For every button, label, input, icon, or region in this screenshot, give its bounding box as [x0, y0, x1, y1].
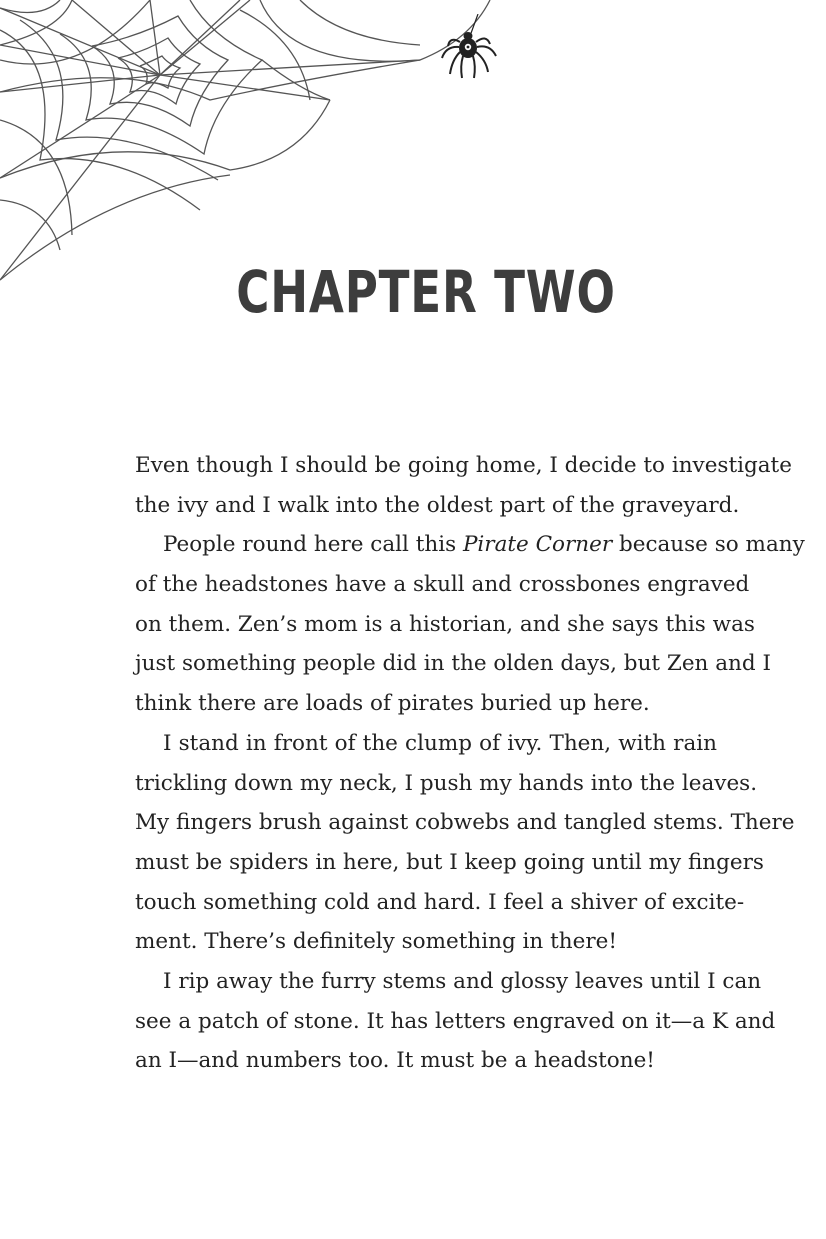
text-line: see a patch of stone. It has letters engraved on it—a K and [135, 1008, 776, 1034]
text-line: My fingers brush against cobwebs and tangled stems. There [135, 810, 795, 836]
text-line: Even though I should be going home, I decide to investigate [135, 453, 792, 478]
spider-icon [438, 14, 502, 84]
text-line: think there are loads of pirates buried up here. [135, 691, 650, 717]
text-line: the ivy and I walk into the oldest part of the graveyard. [135, 492, 740, 518]
text-line: just something people did in the olden days, but Zen and I [135, 651, 771, 677]
text-line: an I—and numbers too. It must be a headstone! [135, 1048, 655, 1074]
chapter-title: CHAPTER TWO [236, 258, 616, 326]
text-line [135, 525, 805, 565]
place-name: Pirate Corner [462, 532, 613, 558]
text-line: of the headstones have a skull and crossbones engraved [135, 572, 750, 598]
text-line: must be spiders in here, but I keep going until my fingers [135, 849, 764, 875]
text-line: trickling down my neck, I push my hands into the leaves. [135, 770, 758, 796]
text-run: People round here call this [163, 532, 463, 558]
text-line: touch something cold and hard. I feel a shiver of excite- [135, 889, 745, 915]
text-line: I rip away the furry stems and glossy leaves until I can [163, 968, 762, 994]
chapter-body [135, 446, 805, 1081]
text-run: because so many [612, 532, 805, 558]
text-line: on them. Zen’s mom is a historian, and she says this was [135, 611, 755, 637]
text-line: ment. There’s definitely something in there! [135, 929, 617, 955]
text-line: I stand in front of the clump of ivy. Then, with rain [163, 730, 717, 756]
